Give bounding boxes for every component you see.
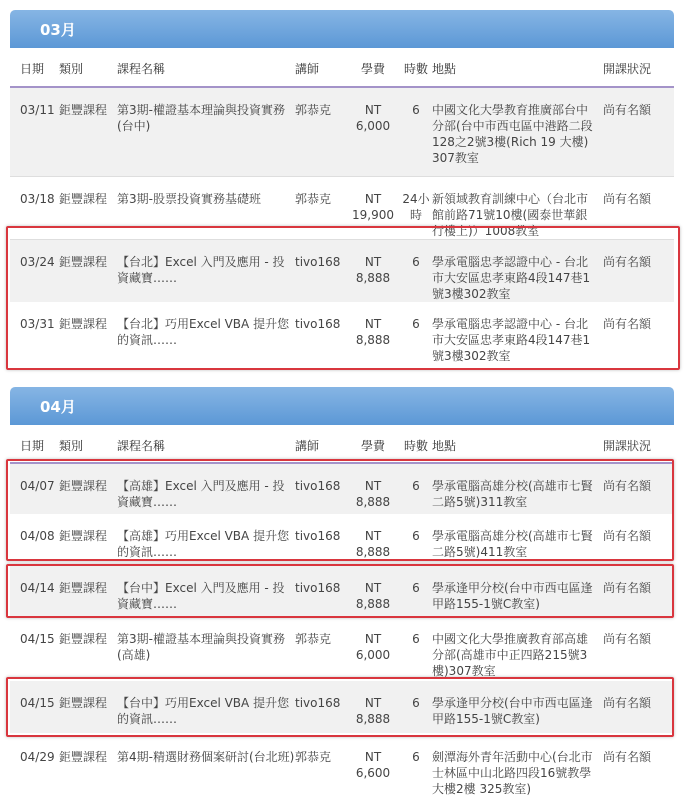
row-teacher: 郭恭克 <box>295 103 332 117</box>
row-status: 尚有名額 <box>603 479 652 493</box>
fee-currency: NT <box>364 317 382 331</box>
row-type: 鉅豐課程 <box>59 696 108 710</box>
row-hours: 6 <box>412 103 420 117</box>
row-hours: 6 <box>412 581 420 595</box>
row-teacher: tivo168 <box>295 529 341 543</box>
row-place: 中國文化大學推廣教育部高雄分部(高雄市中正四路215號3樓)307教室 <box>432 632 589 678</box>
row-hours: 6 <box>412 479 420 493</box>
row-date: 03/31 <box>20 317 55 331</box>
header-date: 日期 <box>20 439 45 453</box>
course-link[interactable]: 第3期-股票投資實務基礎班 <box>117 192 261 206</box>
header-teacher: 講師 <box>295 439 320 453</box>
fee-amount: 6,000 <box>355 648 391 662</box>
month-header <box>10 387 674 425</box>
fee-amount: 8,888 <box>355 712 391 726</box>
row-type: 鉅豐課程 <box>59 255 108 269</box>
row-status: 尚有名額 <box>603 255 652 269</box>
row-date: 04/14 <box>20 581 55 595</box>
row-date: 04/15 <box>20 696 55 710</box>
fee-amount: 8,888 <box>355 333 391 347</box>
course-link[interactable]: 第4期-精選財務個案研討(台北班) <box>117 750 295 764</box>
row-type: 鉅豐課程 <box>59 192 108 206</box>
highlight-box <box>6 459 674 561</box>
course-link[interactable]: 第3期-權證基本理論與投資實務(台中) <box>117 103 285 133</box>
row-place: 學承電腦高雄分校(高雄市七賢二路5號)311教室 <box>432 479 593 509</box>
row-date: 04/29 <box>20 750 55 764</box>
fee-currency: NT <box>364 529 382 543</box>
header-name: 課程名稱 <box>117 439 166 453</box>
row-status: 尚有名額 <box>603 103 652 117</box>
row-date: 03/24 <box>20 255 55 269</box>
fee-currency: NT <box>364 255 382 269</box>
row-type: 鉅豐課程 <box>59 479 108 493</box>
row-hours: 6 <box>412 317 420 331</box>
row-date: 04/08 <box>20 529 55 543</box>
fee-currency: NT <box>364 479 382 493</box>
row-type: 鉅豐課程 <box>59 103 108 117</box>
fee-currency: NT <box>364 192 382 206</box>
header-type: 類別 <box>59 439 84 453</box>
row-status: 尚有名額 <box>603 632 652 646</box>
row-place: 學承電腦高雄分校(高雄市七賢二路5號)411教室 <box>432 529 593 559</box>
header-teacher: 講師 <box>295 62 320 76</box>
row-hours: 6 <box>412 529 420 543</box>
row-hours: 6 <box>412 632 420 646</box>
row-date: 03/18 <box>20 192 55 206</box>
row-teacher: tivo168 <box>295 581 341 595</box>
fee-amount: 8,888 <box>355 271 391 285</box>
month-title: 03月 <box>40 21 76 39</box>
header-hours: 時數 <box>403 439 428 453</box>
row-teacher: tivo168 <box>295 479 341 493</box>
header-fee: 學費 <box>360 439 385 453</box>
header-type: 類別 <box>59 62 84 76</box>
header-place: 地點 <box>432 439 457 453</box>
fee-currency: NT <box>364 750 382 764</box>
table-row[interactable] <box>10 617 674 679</box>
course-link[interactable]: 【台中】巧用Excel VBA 提升您的資訊…… <box>117 696 290 726</box>
row-place: 學承電腦忠孝認證中心 - 台北市大安區忠孝東路4段147巷1號3樓302教室 <box>432 255 591 301</box>
row-place: 學承逢甲分校(台中市西屯區逢甲路155-1號C教室) <box>432 696 593 726</box>
row-status: 尚有名額 <box>603 192 652 206</box>
fee-currency: NT <box>364 581 382 595</box>
month-header <box>10 10 674 48</box>
course-link[interactable]: 【台中】Excel 入門及應用 - 投資藏寶…… <box>117 581 285 611</box>
row-type: 鉅豐課程 <box>59 581 108 595</box>
course-link[interactable]: 【高雄】Excel 入門及應用 - 投資藏寶…… <box>117 479 285 509</box>
table-row[interactable] <box>10 88 674 176</box>
row-fee <box>343 191 403 223</box>
header-hours: 時數 <box>403 62 428 76</box>
row-place: 新領域教育訓練中心（台北市館前路71號10樓(國泰世華銀行樓上)）1008教室 <box>432 192 589 238</box>
header-fee: 學費 <box>360 62 385 76</box>
row-teacher: tivo168 <box>295 696 341 710</box>
fee-currency: NT <box>364 103 382 117</box>
table-header <box>10 425 674 463</box>
row-hours: 6 <box>412 696 420 710</box>
row-type: 鉅豐課程 <box>59 632 108 646</box>
course-link[interactable]: 第3期-權證基本理論與投資實務(高雄) <box>117 632 285 662</box>
row-teacher: 郭恭克 <box>295 632 332 646</box>
fee-currency: NT <box>364 696 382 710</box>
header-date: 日期 <box>20 62 45 76</box>
table-row[interactable] <box>10 735 674 795</box>
fee-currency: NT <box>364 632 382 646</box>
month-title: 04月 <box>40 398 76 416</box>
row-date: 04/07 <box>20 479 55 493</box>
row-status: 尚有名額 <box>603 750 652 764</box>
course-link[interactable]: 【高雄】巧用Excel VBA 提升您的資訊…… <box>117 529 290 559</box>
highlight-box <box>6 677 674 737</box>
row-status: 尚有名額 <box>603 581 652 595</box>
header-status: 開課狀況 <box>603 439 652 453</box>
row-type: 鉅豐課程 <box>59 317 108 331</box>
header-name: 課程名稱 <box>117 62 166 76</box>
course-link[interactable]: 【台北】Excel 入門及應用 - 投資藏寶…… <box>117 255 285 285</box>
row-fee <box>343 631 403 663</box>
fee-amount: 8,888 <box>355 597 391 611</box>
row-type: 鉅豐課程 <box>59 750 108 764</box>
fee-amount: 8,888 <box>355 545 391 559</box>
row-place: 中國文化大學教育推廣部台中分部(台中市西屯區中港路二段128之2號3樓(Rich 19 大樓) 307教室 <box>432 103 593 165</box>
row-fee <box>343 749 403 781</box>
course-link[interactable]: 【台北】巧用Excel VBA 提升您的資訊…… <box>117 317 290 347</box>
fee-amount: 8,888 <box>355 495 391 509</box>
row-hours: 6 <box>412 750 420 764</box>
row-status: 尚有名額 <box>603 317 652 331</box>
row-type: 鉅豐課程 <box>59 529 108 543</box>
header-status: 開課狀況 <box>603 62 652 76</box>
row-status: 尚有名額 <box>603 696 652 710</box>
row-place: 學承電腦忠孝認證中心 - 台北市大安區忠孝東路4段147巷1號3樓302教室 <box>432 317 591 363</box>
fee-amount: 6,000 <box>355 119 391 133</box>
row-date: 04/15 <box>20 632 55 646</box>
table-header <box>10 48 674 86</box>
row-place: 劍潭海外青年活動中心(台北市士林區中山北路四段16號教學大樓2樓 325教室) <box>432 750 593 796</box>
row-status: 尚有名額 <box>603 529 652 543</box>
row-hours: 6 <box>412 255 420 269</box>
row-teacher: 郭恭克 <box>295 192 332 206</box>
row-teacher: 郭恭克 <box>295 750 332 764</box>
highlight-box <box>6 226 680 370</box>
fee-amount: 19,900 <box>352 208 394 222</box>
row-teacher: tivo168 <box>295 255 341 269</box>
row-place: 學承逢甲分校(台中市西屯區逢甲路155-1號C教室) <box>432 581 593 611</box>
row-date: 03/11 <box>20 103 55 117</box>
row-teacher: tivo168 <box>295 317 341 331</box>
header-place: 地點 <box>432 62 457 76</box>
fee-amount: 6,600 <box>355 766 391 780</box>
row-fee <box>343 102 403 134</box>
row-hours: 24小時 <box>402 192 430 222</box>
highlight-box <box>6 564 674 618</box>
